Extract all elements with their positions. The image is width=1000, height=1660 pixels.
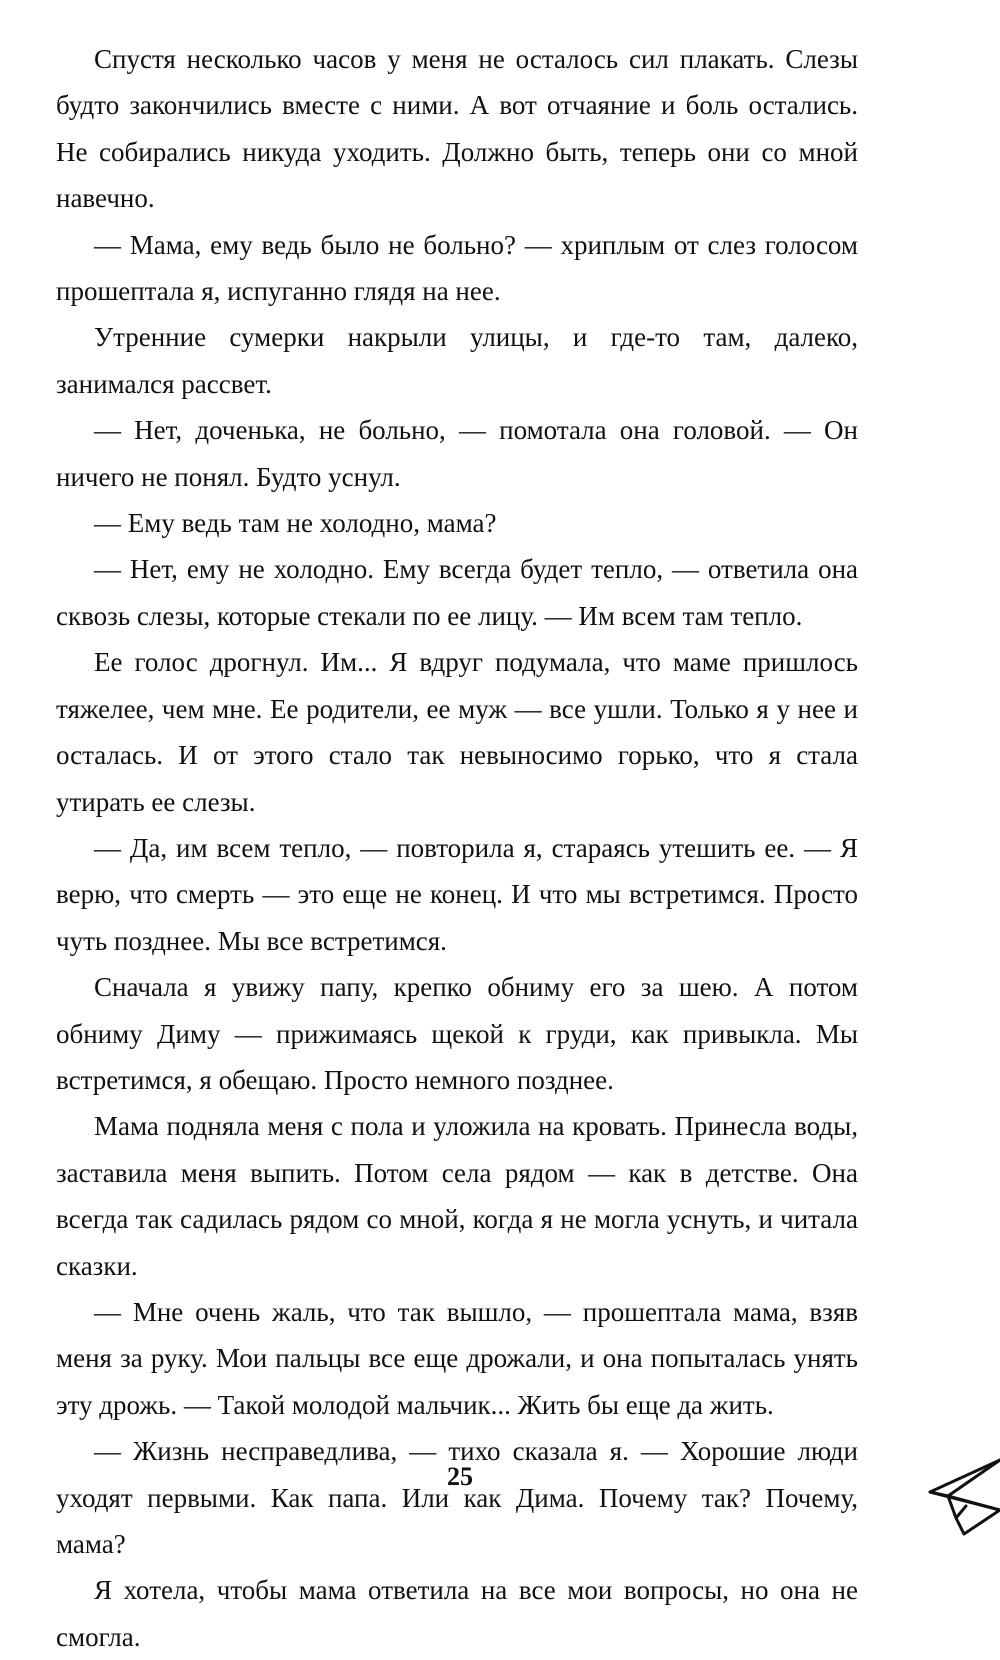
paragraph: — Нет, ему не холодно. Ему всегда будет тепло, — ответила она сквозь слезы, которые стекали по ее лицу. — Им всем там тепло. bbox=[56, 554, 858, 631]
paragraph: — Жизнь несправедлива, — тихо сказала я. — Хорошие люди уходят первыми. Как папа. Или как Дима. Почему так? Почему, мама? bbox=[56, 1436, 858, 1559]
page-number: 25 bbox=[447, 1462, 473, 1491]
paragraph: Ее голос дрогнул. Им... Я вдруг подумала, что маме пришлось тяжелее, чем мне. Ее родители, ее муж — все ушли. Только я у нее и осталась. И от этого стало так невыносимо горько, что я стала утирать ее слезы. bbox=[56, 647, 858, 817]
paragraph: — Нет, доченька, не больно, — помотала она головой. — Он ничего не понял. Будто уснул. bbox=[56, 415, 858, 492]
paper-plane-icon bbox=[926, 1448, 1000, 1538]
paragraph: — Мне очень жаль, что так вышло, — прошептала мама, взяв меня за руку. Мои пальцы все еще дрожали, и она попыталась унять эту дрожь. — Такой молодой мальчик... Жить бы еще да жить. bbox=[56, 1296, 858, 1420]
paragraph: Мама подняла меня с пола и уложила на кровать. Принесла воды, заставила меня выпить. Потом села рядом — как в детстве. Она всегда так садилась рядом со мной, когда я не могла уснуть, и читала сказки. bbox=[56, 1111, 858, 1281]
paragraph: — Да, им всем тепло, — повторила я, стараясь утешить ее. — Я верю, что смерть — это еще не конец. И что мы встретимся. Просто чуть позднее. Мы все встретимся. bbox=[56, 832, 858, 956]
paragraph: Спустя несколько часов у меня не осталось сил плакать. Слезы будто закончились вместе с ними. А вот отчаяние и боль остались. Не собирались никуда уходить. Должно быть, теперь они со мной навечно. bbox=[56, 44, 858, 214]
paragraph: — Ему ведь там не холодно, мама? bbox=[94, 508, 497, 539]
body-text bbox=[56, 36, 858, 1660]
paragraph: Утренние сумерки накрыли улицы, и где-то там, далеко, занимался рассвет. bbox=[56, 322, 858, 399]
paragraph: — Мама, ему ведь было не больно? — хриплым от слез голосом прошептала я, испуганно глядя на нее. bbox=[56, 229, 858, 307]
paragraph: Сначала я увижу папу, крепко обниму его за шею. А потом обниму Диму — прижимаясь щекой к груди, как привыкла. Мы встретимся, я обещаю. Просто немного позднее. bbox=[56, 972, 858, 1095]
paragraph: Я хотела, чтобы мама ответила на все мои вопросы, но она не смогла. bbox=[56, 1575, 858, 1652]
